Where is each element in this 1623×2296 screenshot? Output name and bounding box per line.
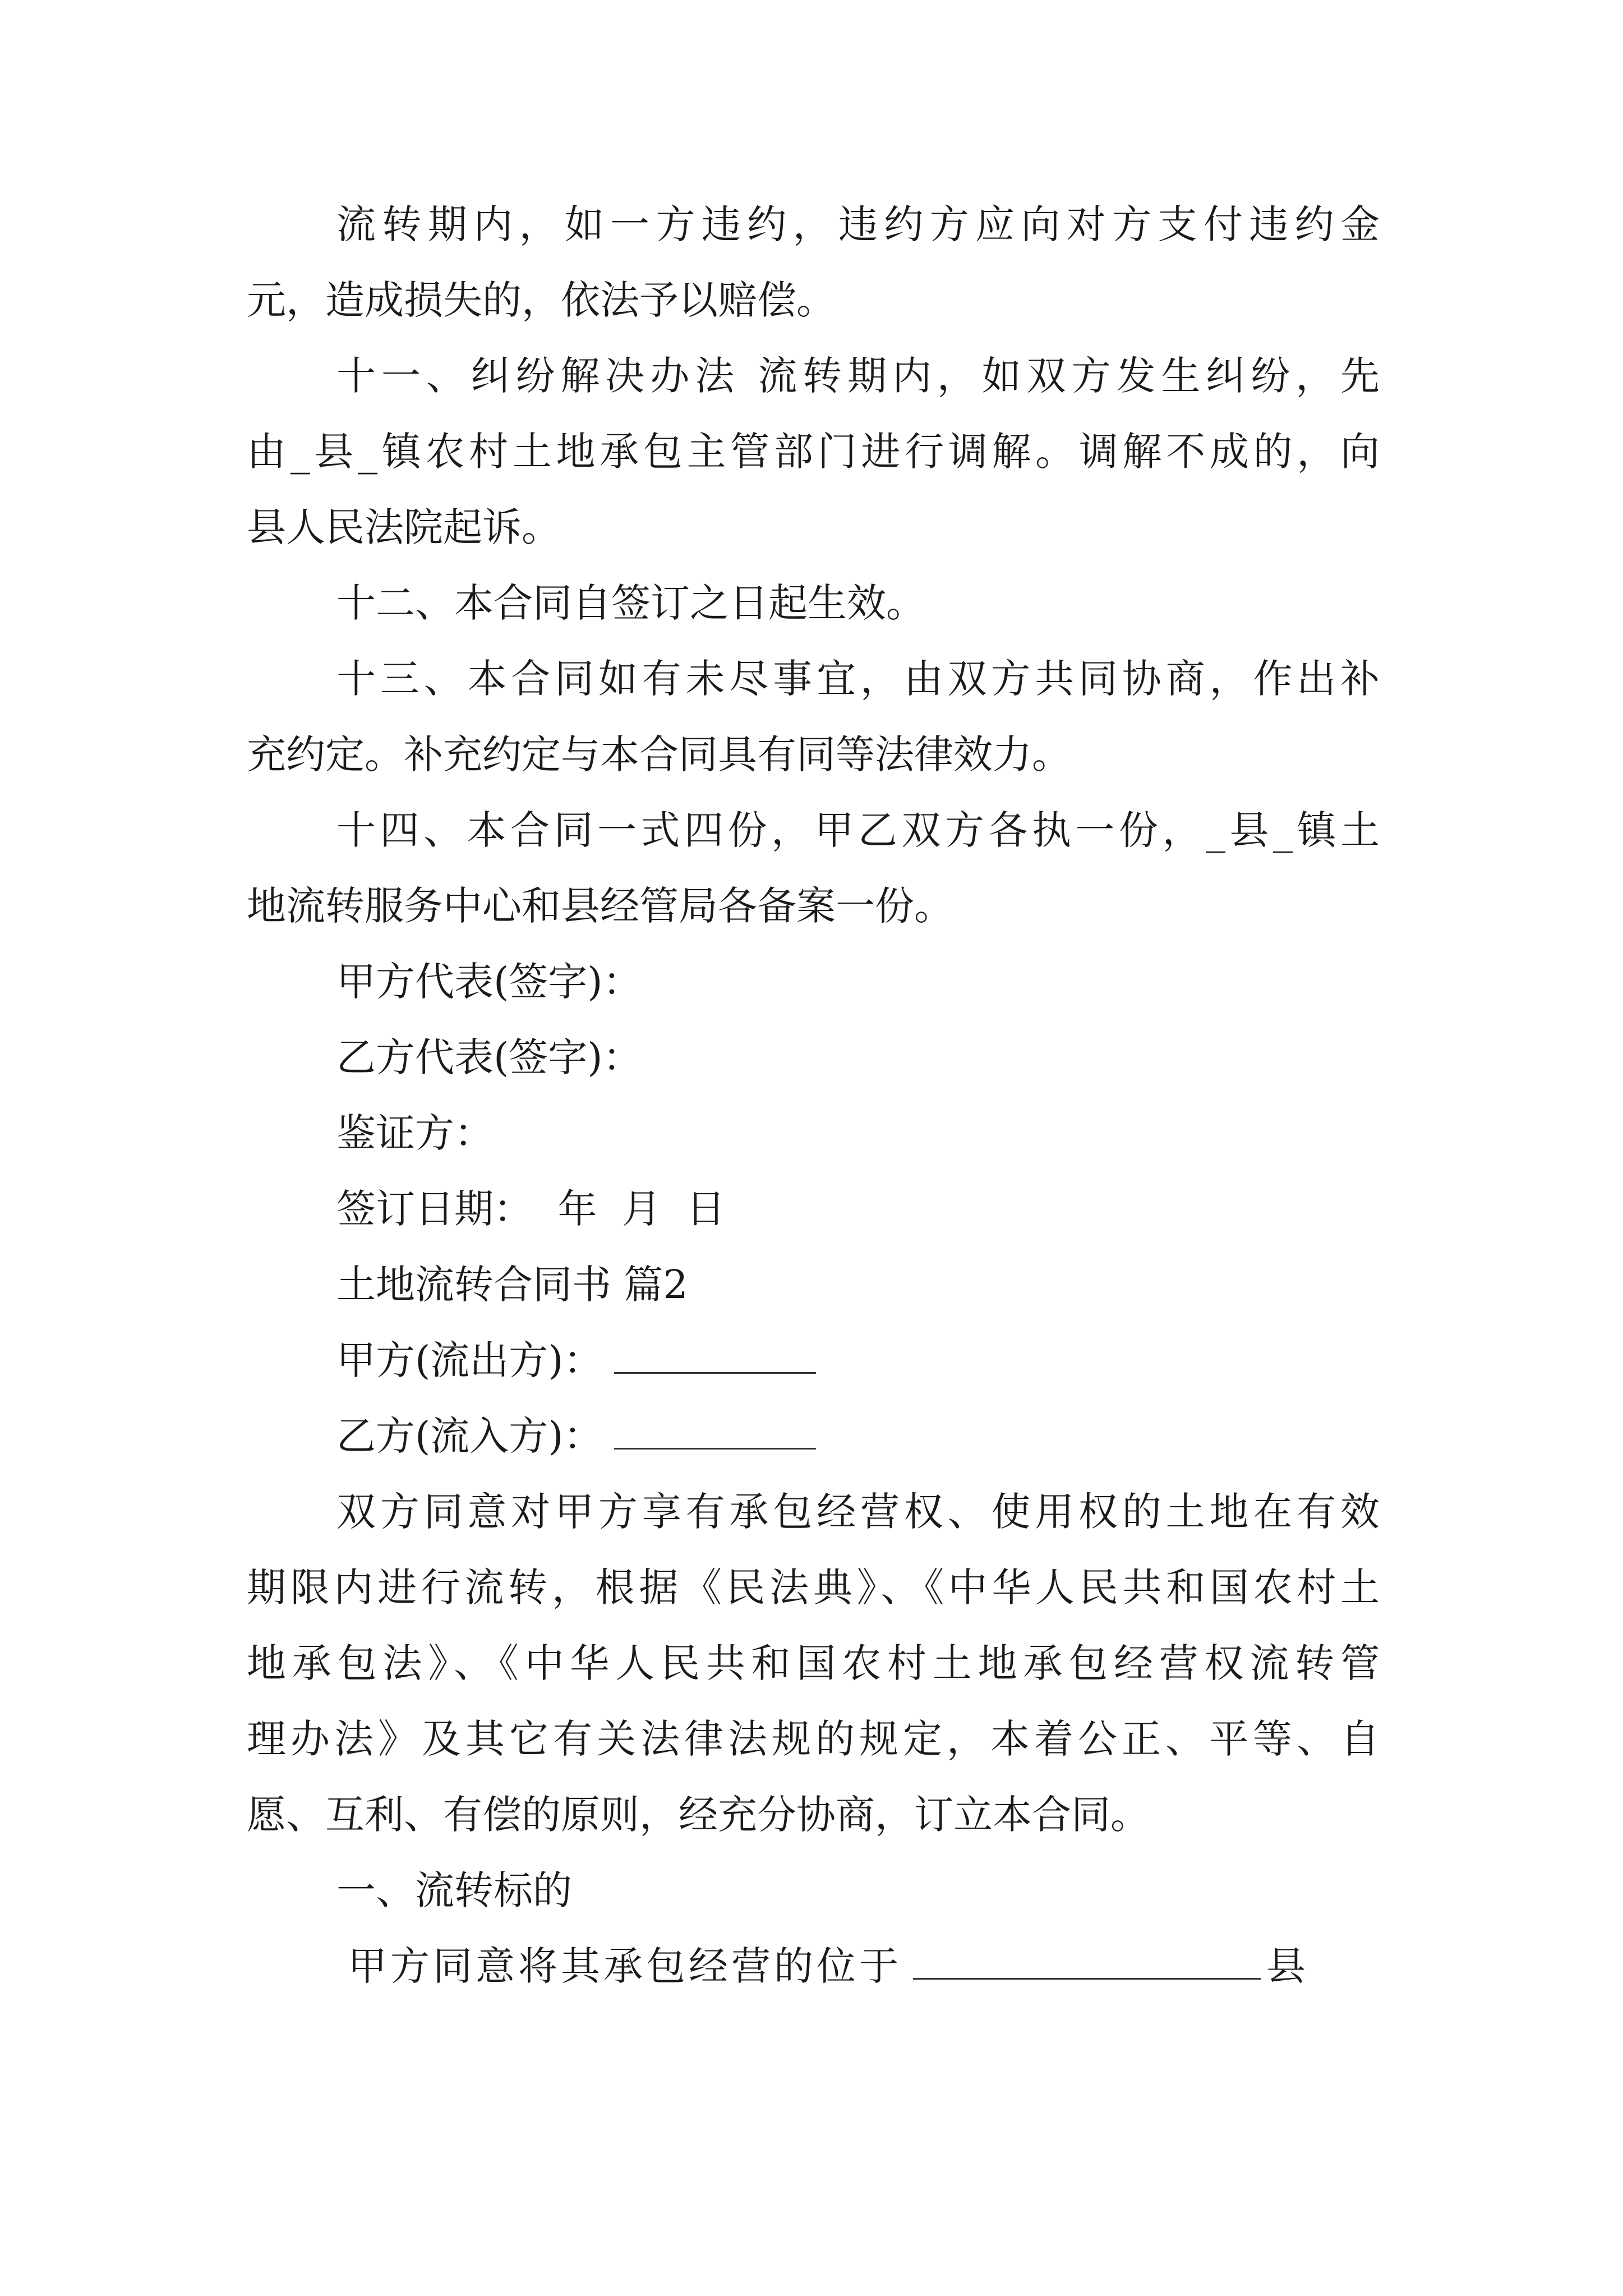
section-title: 土地流转合同书 篇2 — [336, 1262, 688, 1308]
party-a-label: 甲方(流出方)： — [336, 1337, 603, 1383]
party-a-field — [336, 1329, 1380, 1391]
paragraph-line: 地流转服务中心和县经管局各备案一份。 — [247, 883, 953, 929]
location-label: 甲方同意将其承包经营的位于 — [348, 1943, 902, 1989]
party-a-signature-line: 甲方代表(签字)： — [336, 959, 642, 1005]
paragraph-line: 理办法》及其它有关法律法规的规定，本着公正、平等、自 — [247, 1716, 1380, 1762]
paragraph-line: 由_县_镇农村土地承包主管部门进行调解。调解不成的，向 — [247, 429, 1380, 475]
party-b-blank — [614, 1409, 816, 1450]
party-b-field — [336, 1405, 1380, 1467]
signing-date-line: 签订日期： 年 月 日 — [336, 1186, 726, 1232]
paragraph-line: 十一、纠纷解决办法 流转期内，如双方发生纠纷，先 — [336, 353, 1380, 399]
paragraph-line: 愿、互利、有偿的原则，经充分协商，订立本合同。 — [247, 1792, 1150, 1838]
paragraph-line: 地承包法》、《中华人民共和国农村土地承包经营权流转管 — [247, 1640, 1380, 1686]
paragraph-line: 十三、本合同如有未尽事宜，由双方共同协商，作出补 — [336, 656, 1380, 702]
paragraph-line: 充约定。补充约定与本合同具有同等法律效力。 — [247, 731, 1071, 777]
party-b-signature-line: 乙方代表(签字)： — [336, 1034, 642, 1080]
paragraph-line: 流转期内，如一方违约，违约方应向对方支付违约金 — [336, 201, 1380, 247]
paragraph-line: 元，造成损失的，依法予以赔偿。 — [247, 277, 836, 323]
section-heading: 一、流转标的 — [336, 1867, 572, 1913]
paragraph-line: 十二、本合同自签订之日起生效。 — [336, 580, 925, 626]
location-field — [348, 1935, 1380, 1997]
party-b-label: 乙方(流入方)： — [336, 1413, 603, 1459]
paragraph-line: 县人民法院起诉。 — [247, 504, 561, 550]
witness-line: 鉴证方： — [336, 1110, 494, 1156]
paragraph-line: 期限内进行流转，根据《民法典》、《中华人民共和国农村土 — [247, 1565, 1380, 1611]
party-a-blank — [614, 1333, 816, 1374]
paragraph-line: 十四、本合同一式四份，甲乙双方各执一份，_县_镇土 — [336, 807, 1380, 853]
county-label: 县 — [1266, 1943, 1306, 1989]
location-blank — [913, 1939, 1261, 1980]
paragraph-line: 双方同意对甲方享有承包经营权、使用权的土地在有效 — [336, 1489, 1380, 1535]
